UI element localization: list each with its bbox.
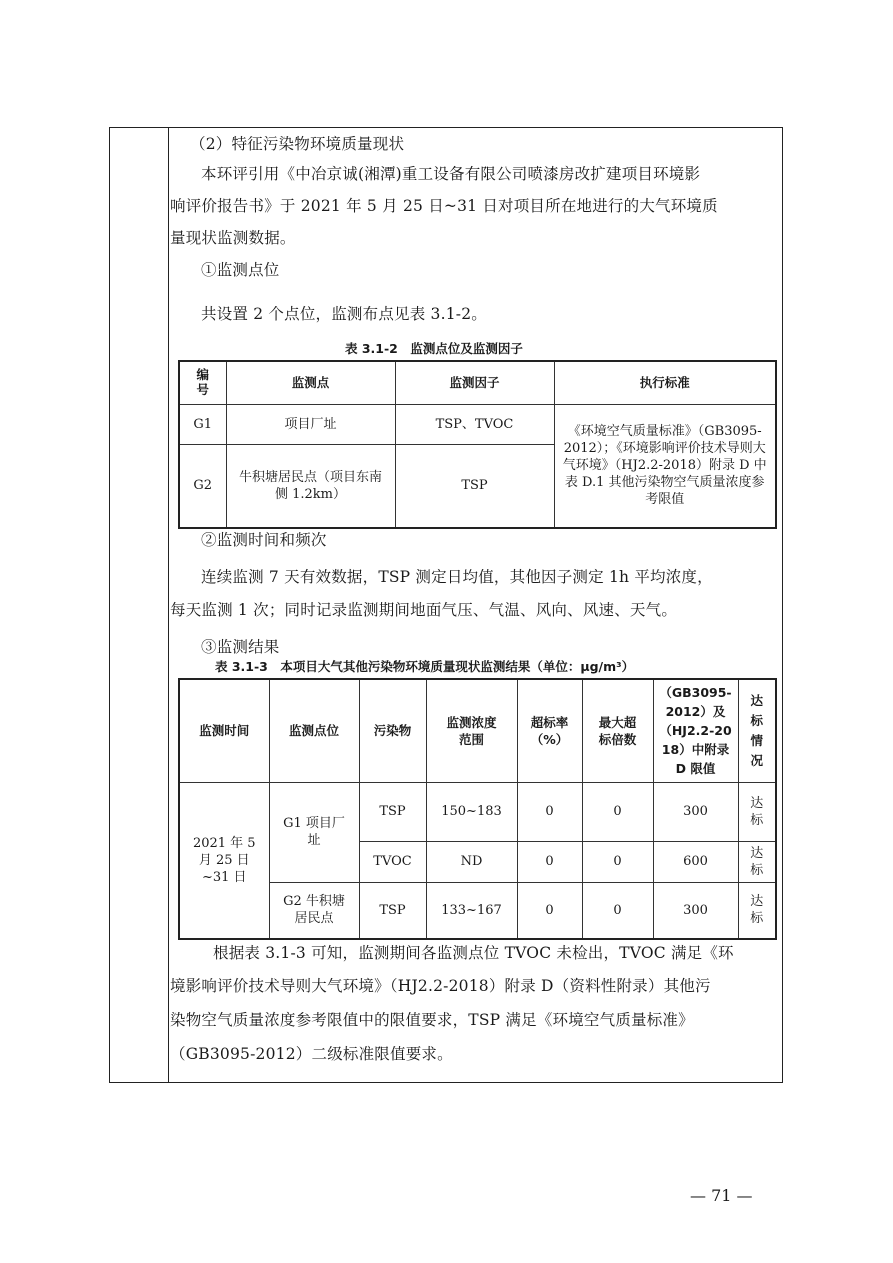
- table2-cell-limit: 300: [653, 782, 738, 841]
- section-heading: （2）特征污染物环境质量现状: [190, 135, 405, 153]
- table2-cell-limit: 600: [653, 841, 738, 882]
- subsection1-heading: ①监测点位: [201, 261, 280, 279]
- table-row: [179, 882, 776, 939]
- conclusion-line-2: 境影响评价技术导则大气环境》（HJ2.2-2018）附录 D（资料性附录）其他污: [170, 977, 711, 995]
- intro-line-3: 量现状监测数据。: [170, 229, 296, 247]
- table2-cell-range: ND: [426, 841, 517, 882]
- subsection1-text: 共设置 2 个点位，监测布点见表 3.1-2。: [201, 305, 487, 323]
- table2-header-range: 监测浓度范围: [426, 679, 517, 782]
- monitoring-results-table: [178, 678, 777, 940]
- table2-header-site: 监测点位: [269, 679, 359, 782]
- table2-cell-status: 达标: [738, 841, 776, 882]
- monitoring-points-table: [178, 360, 777, 529]
- table2-cell-range: 133~167: [426, 882, 517, 939]
- table-row: [179, 404, 776, 444]
- intro-line-2: 响评价报告书》于 2021 年 5 月 25 日~31 日对项目所在地进行的大气环境质: [170, 197, 718, 215]
- table2-header-max-multiple: 最大超标倍数: [582, 679, 653, 782]
- table1-cell-site: 项目厂址: [226, 404, 395, 444]
- table1-cell-site: 牛积塘居民点（项目东南侧 1.2km）: [226, 444, 395, 528]
- table2-header-exceed-rate: 超标率（%）: [517, 679, 582, 782]
- table1-header-factors: 监测因子: [395, 361, 554, 404]
- table1-cell-standard: 《环境空气质量标准》（GB3095-2012）；《环境影响评价技术导则大气环境》（HJ2.2-2018）附录 D 中表 D.1 其他污染物空气质量浓度参考限值: [554, 404, 776, 528]
- table2-cell-exceed-rate: 0: [517, 782, 582, 841]
- table2-cell-status: 达标: [738, 782, 776, 841]
- table2-cell-site: G1 项目厂址: [269, 782, 359, 882]
- table2-cell-exceed-rate: 0: [517, 882, 582, 939]
- table2-cell-max-multiple: 0: [582, 782, 653, 841]
- table1-cell-factors: TSP: [395, 444, 554, 528]
- intro-line-1: 本环评引用《中冶京诚(湘潭)重工设备有限公司喷漆房改扩建项目环境影: [201, 165, 701, 183]
- table2-cell-max-multiple: 0: [582, 882, 653, 939]
- subsection2-line-1: 连续监测 7 天有效数据，TSP 测定日均值，其他因子测定 1h 平均浓度，: [201, 568, 713, 586]
- table2-cell-pollutant: TSP: [359, 882, 426, 939]
- subsection3-heading: ③监测结果: [201, 638, 280, 656]
- conclusion-line-1: 根据表 3.1-3 可知，监测期间各监测点位 TVOC 未检出，TVOC 满足《环: [213, 944, 734, 962]
- table1-header-standard: 执行标准: [554, 361, 776, 404]
- conclusion-line-4: （GB3095-2012）二级标准限值要求。: [170, 1045, 453, 1063]
- table1-header-id: 编号: [179, 361, 226, 404]
- table2-cell-site: G2 牛积塘居民点: [269, 882, 359, 939]
- table2-cell-status: 达标: [738, 882, 776, 939]
- table2-cell-exceed-rate: 0: [517, 841, 582, 882]
- table2-cell-limit: 300: [653, 882, 738, 939]
- page-number: — 71 —: [690, 1186, 753, 1205]
- table2-cell-time: 2021 年 5 月 25 日~31 日: [179, 782, 269, 939]
- table2-cell-pollutant: TVOC: [359, 841, 426, 882]
- table2-header-pollutant: 污染物: [359, 679, 426, 782]
- table1-cell-id: G1: [179, 404, 226, 444]
- subsection2-line-2: 每天监测 1 次；同时记录监测期间地面气压、气温、风向、风速、天气。: [170, 601, 678, 619]
- subsection2-heading: ②监测时间和频次: [201, 531, 327, 549]
- table2-header-limit: （GB3095-2012）及（HJ2.2-2018）中附录 D 限值: [653, 679, 738, 782]
- table1-header-site: 监测点: [226, 361, 395, 404]
- table2-cell-max-multiple: 0: [582, 841, 653, 882]
- table-row: [179, 782, 776, 841]
- frame-column-divider: [168, 127, 169, 1083]
- table1-cell-id: G2: [179, 444, 226, 528]
- table2-header-status: 达标情况: [738, 679, 776, 782]
- table2-cell-pollutant: TSP: [359, 782, 426, 841]
- table2-header-time: 监测时间: [179, 679, 269, 782]
- table1-cell-factors: TSP、TVOC: [395, 404, 554, 444]
- table1-caption: 表 3.1-2 监测点位及监测因子: [345, 341, 523, 356]
- table2-cell-range: 150~183: [426, 782, 517, 841]
- table2-caption: 表 3.1-3 本项目大气其他污染物环境质量现状监测结果（单位：μg/m³）: [215, 659, 635, 674]
- conclusion-line-3: 染物空气质量浓度参考限值中的限值要求，TSP 满足《环境空气质量标准》: [170, 1011, 694, 1029]
